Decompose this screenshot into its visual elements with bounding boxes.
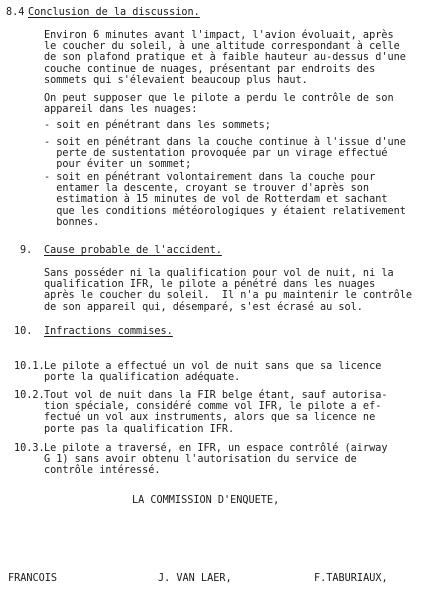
text-line: perte de sustentation provoquée par un virage effectué (44, 148, 388, 160)
text-line: de son appareil qui, désemparé, s'est écrasé au sol. (44, 301, 363, 313)
text-line: - soit en pénétrant dans les sommets; (44, 120, 271, 131)
text-line: - soit en pénétrant dans la couche continue à l'issue d'une (44, 137, 406, 148)
section-8-4-number: 8.4 (6, 7, 25, 18)
section-10-1-number: 10.1. (14, 361, 45, 372)
text-line: G 1) sans avoir obtenu l'autorisation du service de (44, 454, 357, 466)
text-line: Sans posséder ni la qualification pour vol de nuit, ni la (44, 268, 394, 279)
text-line: porte pas la qualification IFR. (44, 423, 235, 435)
bullet-item-3 (44, 172, 406, 228)
signature-left: FRANCOIS (8, 573, 58, 584)
text-line: sommets qui s'élevaient beaucoup plus haut. (44, 74, 308, 86)
section-8-4-paragraph-2 (44, 93, 394, 115)
text-line: appareil dans les nuages: (44, 104, 198, 116)
text-line: porte la qualification adéquate. (44, 372, 241, 384)
section-9-paragraph (44, 268, 412, 313)
signature-center: J. VAN LAER, (158, 573, 232, 584)
section-10-3-text (44, 443, 387, 477)
text-line: Tout vol de nuit dans la FIR belge étant, sauf autorisa- (44, 390, 388, 401)
text-line: que les conditions météorologiques y étaient relativement (44, 205, 406, 217)
section-10-2-text (44, 390, 387, 435)
text-line: qualification IFR, le pilote a pénétré dans les nuages (44, 279, 376, 291)
text-line: le coucher du soleil, à une altitude correspondant à celle (44, 41, 400, 53)
bullet-item-1 (44, 120, 271, 131)
text-line: entamer la descente, croyant se trouver d'après son (44, 183, 370, 195)
text-line: Le pilote a traversé, en IFR, un espace contrôlé (airway (44, 443, 388, 454)
section-10-2-number: 10.2. (14, 390, 45, 401)
text-line: couche continue de nuages, présentant par endroits des (44, 63, 376, 75)
text-line: Environ 6 minutes avant l'impact, l'avion évoluait, après (44, 30, 394, 41)
section-8-4-title: Conclusion de la discussion. (28, 7, 200, 18)
text-line: bonnes. (44, 216, 100, 228)
text-line: de son plafond pratique et à faible hauteur au-dessus d'une (44, 52, 406, 64)
section-9-title: Cause probable de l'accident. (44, 245, 222, 256)
section-10-3-number: 10.3. (14, 443, 45, 454)
text-line: Le pilote a effectué un vol de nuit sans que sa licence (44, 361, 382, 372)
text-line: On peut supposer que le pilote a perdu le contrôle de son (44, 93, 394, 104)
text-line: - soit en pénétrant volontairement dans la couche pour (44, 172, 376, 183)
section-8-4-paragraph-1 (44, 30, 406, 86)
signature-right: F.TABURIAUX, (314, 573, 388, 584)
section-10-1-text (44, 361, 381, 383)
text-line: après le coucher du soleil. Il n'a pu maintenir le contrôle (44, 290, 413, 302)
section-10-title: Infractions commises. (44, 326, 173, 337)
text-line: fectué un vol aux instruments, alors que sa licence ne (44, 412, 376, 424)
text-line: pour éviter un sommet; (44, 159, 192, 171)
section-10-number: 10. (14, 326, 33, 337)
text-line: contrôle intéressé. (44, 465, 161, 477)
section-9-number: 9. (20, 245, 33, 256)
bullet-item-2 (44, 137, 406, 171)
text-line: estimation à 15 minutes de vol de Rotterdam et sachant (44, 194, 388, 206)
commission-closing: LA COMMISSION D'ENQUETE, (132, 495, 280, 506)
text-line: tion spéciale, considéré comme vol IFR, le pilote a ef- (44, 401, 382, 413)
